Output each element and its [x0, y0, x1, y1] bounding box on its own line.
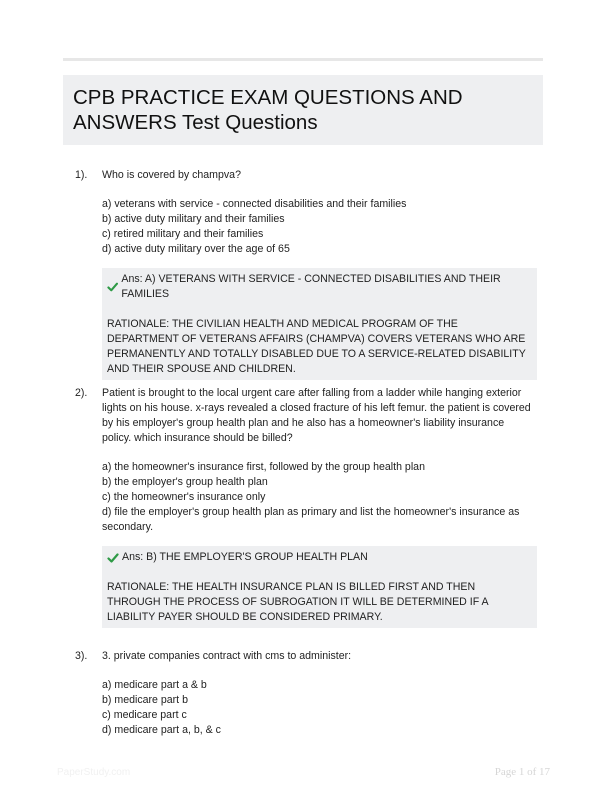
answer-options — [102, 197, 534, 257]
option-a: a) the homeowner's insurance first, followed by the group health plan — [102, 461, 425, 473]
question-text: 3. private companies contract with cms to administer: — [102, 650, 352, 662]
option-c: c) the homeowner's insurance only — [102, 491, 266, 503]
question-body — [102, 649, 534, 738]
answer-options — [102, 678, 534, 738]
answer-box — [102, 268, 537, 380]
check-icon — [107, 281, 118, 293]
option-d: d) active duty military over the age of 65 — [102, 243, 290, 255]
option-d: d) file the employer's group health plan as primary and list the homeowner's insurance as secondary. — [102, 506, 520, 533]
answer-text: Ans: B) THE EMPLOYER'S GROUP HEALTH PLAN — [122, 551, 368, 563]
check-icon — [107, 552, 119, 564]
option-b: b) the employer's group health plan — [102, 476, 268, 488]
answer-box — [102, 546, 537, 628]
question-body — [102, 386, 534, 535]
question-number: 1). — [75, 169, 88, 181]
page-title: CPB PRACTICE EXAM QUESTIONS AND ANSWERS Test Questions — [73, 86, 463, 134]
option-a: a) medicare part a & b — [102, 679, 207, 691]
question-text: Who is covered by champva? — [102, 169, 241, 181]
question-number: 3). — [75, 650, 88, 662]
footer-site-watermark: PaperStudy.com — [57, 767, 131, 778]
page-number: Page 1 of 17 — [494, 766, 550, 778]
question-body — [102, 168, 534, 257]
answer-text: Ans: A) VETERANS WITH SERVICE - CONNECTED DISABILITIES AND THEIR FAMILIES — [121, 273, 501, 300]
option-a: a) veterans with service - connected disabilities and their families — [102, 198, 407, 210]
answer-line — [107, 272, 529, 302]
question-number: 2). — [75, 387, 88, 399]
option-b: b) active duty military and their families — [102, 213, 285, 225]
option-c: c) medicare part c — [102, 709, 187, 721]
option-c: c) retired military and their families — [102, 228, 264, 240]
rationale-text: RATIONALE: THE HEALTH INSURANCE PLAN IS BILLED FIRST AND THEN THROUGH THE PROCESS OF SUBROGATION IT WILL BE DETERMINED IF A LIABILITY PAYER SHOULD BE CONSIDERED PRIMARY. — [107, 581, 489, 623]
question-text: Patient is brought to the local urgent care after falling from a ladder while hanging exterior lights on his house. x-rays revealed a closed fracture of his left femur. the patient is covered by his employer's group health plan and he also has a homeowner's liability insurance policy. which insurance should be billed? — [102, 387, 531, 444]
rationale-text: RATIONALE: THE CIVILIAN HEALTH AND MEDICAL PROGRAM OF THE DEPARTMENT OF VETERANS AFFAIRS (CHAMPVA) COVERS VETERANS WHO ARE PERMANENTLY AND TOTALLY DISABLED DUE TO A SERVICE-RELATED DISABILITY AND THEIR SPOUSE AND CHILDREN. — [107, 318, 526, 375]
title-banner — [63, 75, 543, 145]
top-divider — [63, 58, 543, 61]
option-d: d) medicare part a, b, & c — [102, 724, 221, 736]
answer-line — [107, 550, 529, 565]
option-b: b) medicare part b — [102, 694, 188, 706]
answer-options — [102, 460, 534, 535]
